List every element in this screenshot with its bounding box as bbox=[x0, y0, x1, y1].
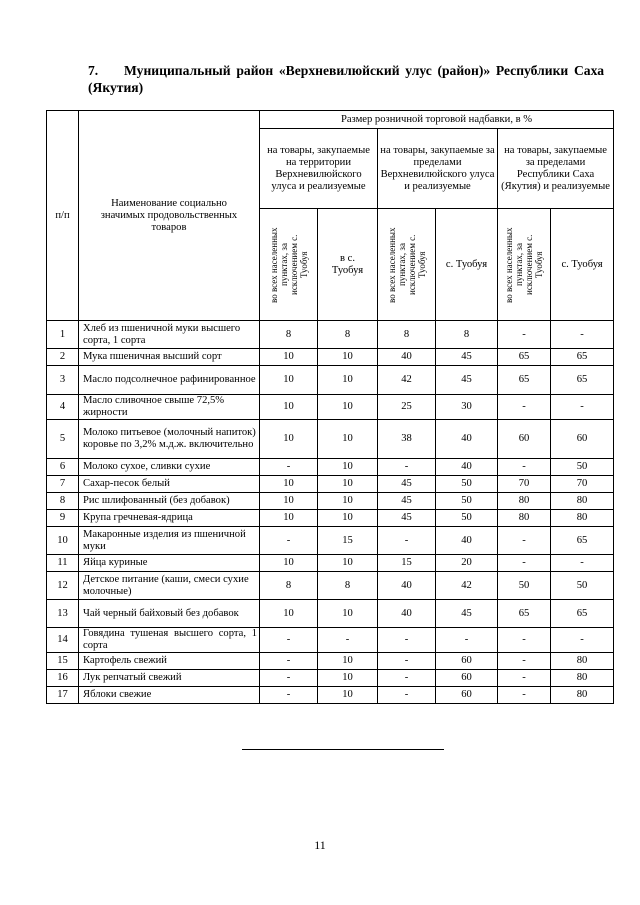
markup-value: 10 bbox=[318, 600, 378, 628]
markup-value: 15 bbox=[318, 527, 378, 555]
markup-value: 50 bbox=[551, 572, 614, 600]
markup-value: 65 bbox=[551, 349, 614, 366]
markup-value: 10 bbox=[260, 420, 318, 459]
table-row bbox=[47, 510, 614, 527]
product-name: Макаронные изделия из пшеничной муки bbox=[79, 527, 260, 555]
table-row bbox=[47, 476, 614, 493]
markup-value: - bbox=[378, 687, 436, 704]
header-sub-all-3-text: во всех населенных пунктах, за исключением с. Туобуя bbox=[504, 226, 544, 303]
markup-value: - bbox=[498, 670, 551, 687]
markup-value: - bbox=[260, 628, 318, 653]
markup-value: 10 bbox=[318, 510, 378, 527]
markup-value: - bbox=[551, 555, 614, 572]
markup-value: 45 bbox=[378, 493, 436, 510]
table-row bbox=[47, 600, 614, 628]
markup-value: 42 bbox=[436, 572, 498, 600]
markup-value: 10 bbox=[318, 366, 378, 395]
row-number: 2 bbox=[47, 349, 79, 366]
row-number: 7 bbox=[47, 476, 79, 493]
row-number: 17 bbox=[47, 687, 79, 704]
row-number: 10 bbox=[47, 527, 79, 555]
markup-value: 60 bbox=[436, 670, 498, 687]
product-name: Детское питание (каши, смеси сухие молочные) bbox=[79, 572, 260, 600]
markup-value: - bbox=[498, 628, 551, 653]
table-row bbox=[47, 321, 614, 349]
markup-value: 50 bbox=[436, 510, 498, 527]
markup-value: 50 bbox=[436, 493, 498, 510]
product-name: Говядина тушеная высшего сорта, 1 сорта bbox=[79, 628, 260, 653]
markup-value: 42 bbox=[378, 366, 436, 395]
markup-value: 10 bbox=[318, 395, 378, 420]
markup-value: - bbox=[498, 395, 551, 420]
markup-value: 60 bbox=[436, 687, 498, 704]
markup-value: 40 bbox=[378, 349, 436, 366]
markup-value: 65 bbox=[551, 600, 614, 628]
markup-value: 25 bbox=[378, 395, 436, 420]
section-title: Муниципальный район «Верхневилюйский улус (район)» Республики Саха (Якутия) bbox=[88, 63, 604, 95]
markup-value: 8 bbox=[436, 321, 498, 349]
markup-value: 50 bbox=[498, 572, 551, 600]
markup-value: 10 bbox=[260, 395, 318, 420]
markup-value: 60 bbox=[436, 653, 498, 670]
table-row bbox=[47, 395, 614, 420]
markup-value: 10 bbox=[260, 555, 318, 572]
markup-value: - bbox=[318, 628, 378, 653]
markup-value: - bbox=[498, 653, 551, 670]
markup-value: 65 bbox=[498, 349, 551, 366]
header-group-outside-republic: на товары, закупаемые за пределами Республики Саха (Якутия) и реализуемые bbox=[498, 129, 614, 209]
markup-value: - bbox=[260, 670, 318, 687]
markup-value: 10 bbox=[260, 510, 318, 527]
page-number: 11 bbox=[314, 838, 326, 852]
markup-value: 10 bbox=[318, 459, 378, 476]
markup-value: 10 bbox=[260, 476, 318, 493]
markup-value: 8 bbox=[260, 321, 318, 349]
markup-value: 80 bbox=[498, 493, 551, 510]
markup-value: 80 bbox=[551, 687, 614, 704]
markup-value: 80 bbox=[498, 510, 551, 527]
markup-value: - bbox=[551, 395, 614, 420]
row-number: 14 bbox=[47, 628, 79, 653]
header-sub-all-2 bbox=[378, 209, 436, 321]
markup-value: 65 bbox=[498, 600, 551, 628]
product-name: Яйца куриные bbox=[79, 555, 260, 572]
markup-value: 15 bbox=[378, 555, 436, 572]
markup-value: - bbox=[378, 670, 436, 687]
markup-value: 60 bbox=[498, 420, 551, 459]
markup-value: 50 bbox=[551, 459, 614, 476]
markup-value: 65 bbox=[551, 366, 614, 395]
markup-value: 8 bbox=[260, 572, 318, 600]
markup-value: 70 bbox=[551, 476, 614, 493]
markup-value: 8 bbox=[378, 321, 436, 349]
divider-line bbox=[242, 749, 444, 750]
product-name: Яблоки свежие bbox=[79, 687, 260, 704]
markup-value: - bbox=[498, 321, 551, 349]
markup-value: 60 bbox=[551, 420, 614, 459]
markup-value: 10 bbox=[318, 420, 378, 459]
row-number: 9 bbox=[47, 510, 79, 527]
header-group-local: на товары, закупаемые на территории Верхневилюйского улуса и реализуемые bbox=[260, 129, 378, 209]
table-row bbox=[47, 572, 614, 600]
markup-value: - bbox=[436, 628, 498, 653]
markup-value: 40 bbox=[378, 572, 436, 600]
row-number: 8 bbox=[47, 493, 79, 510]
markup-value: 10 bbox=[318, 476, 378, 493]
table-row bbox=[47, 628, 614, 653]
markup-value: 10 bbox=[318, 493, 378, 510]
table-row bbox=[47, 555, 614, 572]
markup-value: 10 bbox=[318, 349, 378, 366]
product-name: Мука пшеничная высший сорт bbox=[79, 349, 260, 366]
markup-value: 40 bbox=[378, 600, 436, 628]
product-name: Хлеб из пшеничной муки высшего сорта, 1 сорта bbox=[79, 321, 260, 349]
markup-value: 45 bbox=[436, 349, 498, 366]
row-number: 1 bbox=[47, 321, 79, 349]
header-sub-all-3 bbox=[498, 209, 551, 321]
markup-value: 30 bbox=[436, 395, 498, 420]
markup-value: - bbox=[260, 527, 318, 555]
product-name: Картофель свежий bbox=[79, 653, 260, 670]
row-number: 4 bbox=[47, 395, 79, 420]
markup-value: - bbox=[378, 628, 436, 653]
markup-value: - bbox=[260, 653, 318, 670]
row-number: 11 bbox=[47, 555, 79, 572]
table-row bbox=[47, 493, 614, 510]
row-number: 16 bbox=[47, 670, 79, 687]
markup-value: - bbox=[378, 653, 436, 670]
table-row bbox=[47, 670, 614, 687]
header-sub-tuobuya-3: с. Туобуя bbox=[551, 209, 614, 321]
markup-value: 38 bbox=[378, 420, 436, 459]
markup-value: - bbox=[498, 527, 551, 555]
row-number: 15 bbox=[47, 653, 79, 670]
product-name: Молоко питьевое (молочный напиток) коровье по 3,2% м.д.ж. включительно bbox=[79, 420, 260, 459]
markup-value: 8 bbox=[318, 572, 378, 600]
header-sub-all-2-text: во всех населенных пунктах, за исключением с. Туобуя bbox=[386, 226, 427, 303]
header-sub-all-1-text: во всех населенных пунктах, за исключением с. Туобуя bbox=[268, 226, 309, 303]
markup-value: 20 bbox=[436, 555, 498, 572]
markup-value: - bbox=[498, 459, 551, 476]
section-number: 7. bbox=[88, 63, 99, 78]
product-name: Рис шлифованный (без добавок) bbox=[79, 493, 260, 510]
markup-value: - bbox=[498, 687, 551, 704]
row-number: 5 bbox=[47, 420, 79, 459]
markup-value: 10 bbox=[260, 493, 318, 510]
markup-value: - bbox=[498, 555, 551, 572]
table-row bbox=[47, 527, 614, 555]
markup-value: 10 bbox=[260, 366, 318, 395]
markup-value: 40 bbox=[436, 459, 498, 476]
markup-value: 80 bbox=[551, 493, 614, 510]
product-name: Лук репчатый свежий bbox=[79, 670, 260, 687]
markup-value: 10 bbox=[260, 349, 318, 366]
product-name: Масло подсолнечное рафинированное bbox=[79, 366, 260, 395]
markup-value: 8 bbox=[318, 321, 378, 349]
row-number: 3 bbox=[47, 366, 79, 395]
table-body bbox=[47, 321, 614, 704]
row-number: 6 bbox=[47, 459, 79, 476]
section-heading bbox=[88, 62, 604, 96]
product-name: Масло сливочное свыше 72,5% жирности bbox=[79, 395, 260, 420]
markup-value: - bbox=[551, 628, 614, 653]
product-name: Чай черный байховый без добавок bbox=[79, 600, 260, 628]
markup-value: 40 bbox=[436, 420, 498, 459]
table-row bbox=[47, 366, 614, 395]
markup-value: 50 bbox=[436, 476, 498, 493]
table-row bbox=[47, 653, 614, 670]
markup-value: 10 bbox=[318, 670, 378, 687]
markup-value: 10 bbox=[318, 653, 378, 670]
header-sub-all-1 bbox=[260, 209, 318, 321]
markup-value: 80 bbox=[551, 653, 614, 670]
table-row bbox=[47, 420, 614, 459]
markup-table bbox=[46, 110, 614, 704]
header-group-outside-ulus: на товары, закупаемые за пределами Верхневилюйского улуса и реализуемые bbox=[378, 129, 498, 209]
header-sub-tuobuya-1: в с. Туобуя bbox=[318, 209, 378, 321]
header-name bbox=[79, 111, 260, 321]
table-row bbox=[47, 459, 614, 476]
markup-value: 10 bbox=[318, 555, 378, 572]
row-number: 12 bbox=[47, 572, 79, 600]
markup-value: - bbox=[378, 459, 436, 476]
markup-value: 70 bbox=[498, 476, 551, 493]
markup-value: 45 bbox=[436, 600, 498, 628]
markup-value: 45 bbox=[378, 510, 436, 527]
product-name: Молоко сухое, сливки сухие bbox=[79, 459, 260, 476]
product-name: Сахар-песок белый bbox=[79, 476, 260, 493]
header-name-text: Наименование социально значимых продовольственных товаров bbox=[100, 197, 238, 233]
markup-value: - bbox=[551, 321, 614, 349]
table-row bbox=[47, 349, 614, 366]
header-num: п/п bbox=[47, 111, 79, 321]
markup-value: - bbox=[260, 459, 318, 476]
product-name: Крупа гречневая-ядрица bbox=[79, 510, 260, 527]
markup-value: 65 bbox=[551, 527, 614, 555]
markup-value: - bbox=[378, 527, 436, 555]
markup-value: 45 bbox=[378, 476, 436, 493]
markup-value: 45 bbox=[436, 366, 498, 395]
markup-value: 65 bbox=[498, 366, 551, 395]
markup-value: - bbox=[260, 687, 318, 704]
markup-value: 80 bbox=[551, 510, 614, 527]
markup-value: 10 bbox=[318, 687, 378, 704]
markup-value: 40 bbox=[436, 527, 498, 555]
row-number: 13 bbox=[47, 600, 79, 628]
markup-value: 10 bbox=[260, 600, 318, 628]
header-markup: Размер розничной торговой надбавки, в % bbox=[260, 111, 614, 129]
markup-value: 80 bbox=[551, 670, 614, 687]
header-sub-tuobuya-2: с. Туобуя bbox=[436, 209, 498, 321]
table-row bbox=[47, 687, 614, 704]
